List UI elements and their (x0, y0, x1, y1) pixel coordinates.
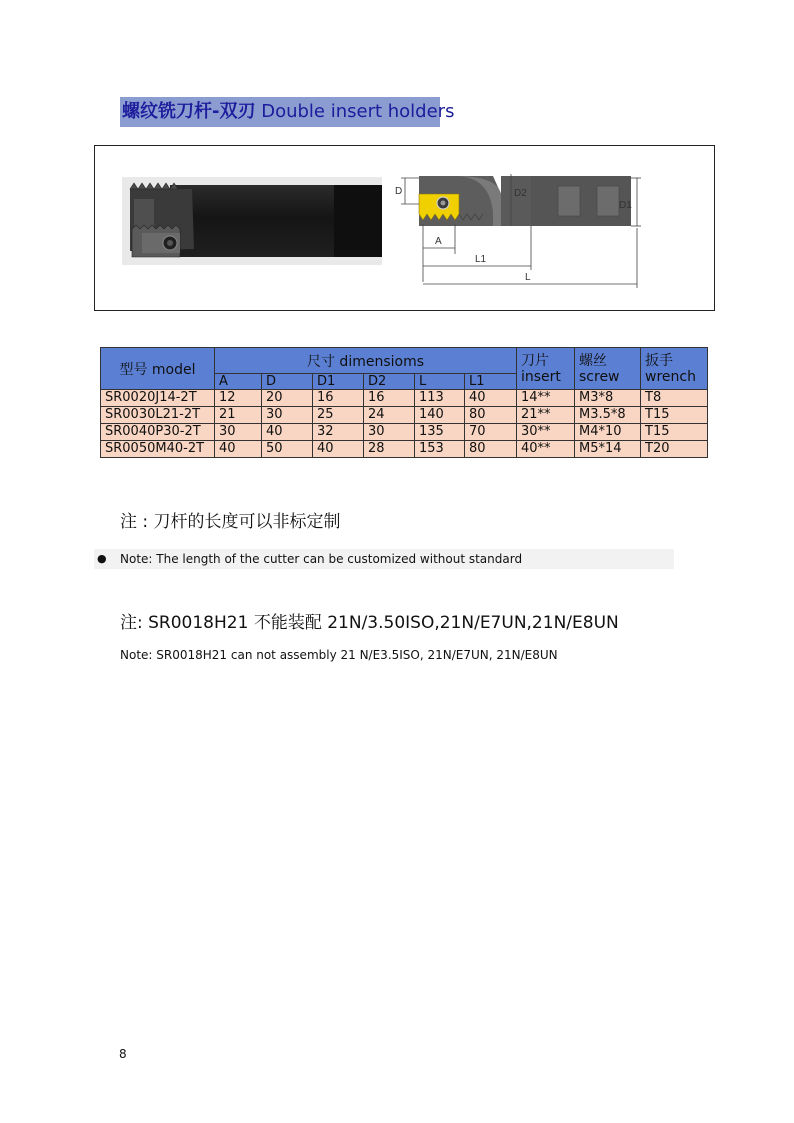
cell-l: 135 (415, 424, 465, 441)
header-screw-cn: 螺丝 (579, 352, 607, 369)
note-assembly-cn: 注: SR0018H21 不能装配 21N/3.50ISO,21N/E7UN,21N/E8UN (120, 613, 619, 633)
note-assembly-en: Note: SR0018H21 can not assembly 21 N/E3.5ISO, 21N/E7UN, 21N/E8UN (120, 648, 558, 662)
cell-wrench: T15 (641, 407, 708, 424)
note-length-en: Note: The length of the cutter can be customized without standard (120, 552, 523, 566)
cell-l1: 80 (465, 407, 517, 424)
subheader-d1: D1 (313, 374, 364, 390)
cell-d1: 16 (313, 390, 364, 407)
dimension-drawing (393, 164, 643, 292)
cell-wrench: T20 (641, 441, 708, 458)
table-row (101, 441, 708, 458)
cell-d1: 32 (313, 424, 364, 441)
cell-screw: M4*10 (575, 424, 641, 441)
cell-d2: 24 (364, 407, 415, 424)
cell-l: 140 (415, 407, 465, 424)
header-wrench (641, 348, 708, 390)
header-wrench-cn: 扳手 (645, 352, 673, 369)
cell-wrench: T15 (641, 424, 708, 441)
cell-l: 153 (415, 441, 465, 458)
cell-d: 40 (262, 424, 313, 441)
cell-screw: M3.5*8 (575, 407, 641, 424)
subheader-a: A (215, 374, 262, 390)
cell-a: 40 (215, 441, 262, 458)
cell-a: 30 (215, 424, 262, 441)
cell-insert: 14** (517, 390, 575, 407)
label-l: L (525, 272, 531, 283)
cell-d: 20 (262, 390, 313, 407)
table-row (101, 407, 708, 424)
cell-model: SR0030L21-2T (101, 407, 215, 424)
spec-table (100, 347, 708, 458)
cell-screw: M5*14 (575, 441, 641, 458)
figure-box (94, 145, 715, 311)
title-cn: 螺纹铣刀杆-双刃 (122, 101, 256, 122)
label-l1: L1 (475, 254, 487, 265)
header-dimensions: 尺寸 dimensioms (215, 348, 517, 374)
cell-model: SR0050M40-2T (101, 441, 215, 458)
bullet-icon: ● (97, 552, 107, 565)
cell-screw: M3*8 (575, 390, 641, 407)
cell-a: 12 (215, 390, 262, 407)
header-model: 型号 model (101, 348, 215, 390)
title-en: Double insert holders (261, 101, 455, 122)
table-row (101, 390, 708, 407)
cell-l: 113 (415, 390, 465, 407)
holder-photo (122, 177, 382, 265)
cell-insert: 40** (517, 441, 575, 458)
label-d1: D1 (619, 200, 632, 211)
cell-d: 30 (262, 407, 313, 424)
cell-insert: 30** (517, 424, 575, 441)
header-insert-en: insert (521, 368, 561, 385)
table-row (101, 424, 708, 441)
header-insert-cn: 刀片 (521, 352, 549, 369)
note-length-en-row (94, 549, 674, 569)
cell-model: SR0020J14-2T (101, 390, 215, 407)
page-number: 8 (119, 1047, 127, 1061)
subheader-d: D (262, 374, 313, 390)
label-d: D (395, 186, 403, 197)
table-header-row (101, 348, 708, 374)
cell-l1: 40 (465, 390, 517, 407)
cell-d1: 40 (313, 441, 364, 458)
header-screw (575, 348, 641, 390)
subheader-d2: D2 (364, 374, 415, 390)
subheader-l: L (415, 374, 465, 390)
cell-a: 21 (215, 407, 262, 424)
cell-d2: 30 (364, 424, 415, 441)
cell-d2: 16 (364, 390, 415, 407)
header-screw-en: screw (579, 368, 620, 385)
cell-model: SR0040P30-2T (101, 424, 215, 441)
cell-d1: 25 (313, 407, 364, 424)
header-wrench-en: wrench (645, 368, 696, 385)
note-length-cn: 注 : 刀杆的长度可以非标定制 (120, 512, 341, 532)
subheader-l1: L1 (465, 374, 517, 390)
page-title (120, 97, 455, 127)
label-d2: D2 (514, 188, 527, 199)
cell-wrench: T8 (641, 390, 708, 407)
cell-d: 50 (262, 441, 313, 458)
cell-l1: 80 (465, 441, 517, 458)
label-a: A (435, 236, 442, 247)
cell-insert: 21** (517, 407, 575, 424)
cell-l1: 70 (465, 424, 517, 441)
header-insert (517, 348, 575, 390)
cell-d2: 28 (364, 441, 415, 458)
